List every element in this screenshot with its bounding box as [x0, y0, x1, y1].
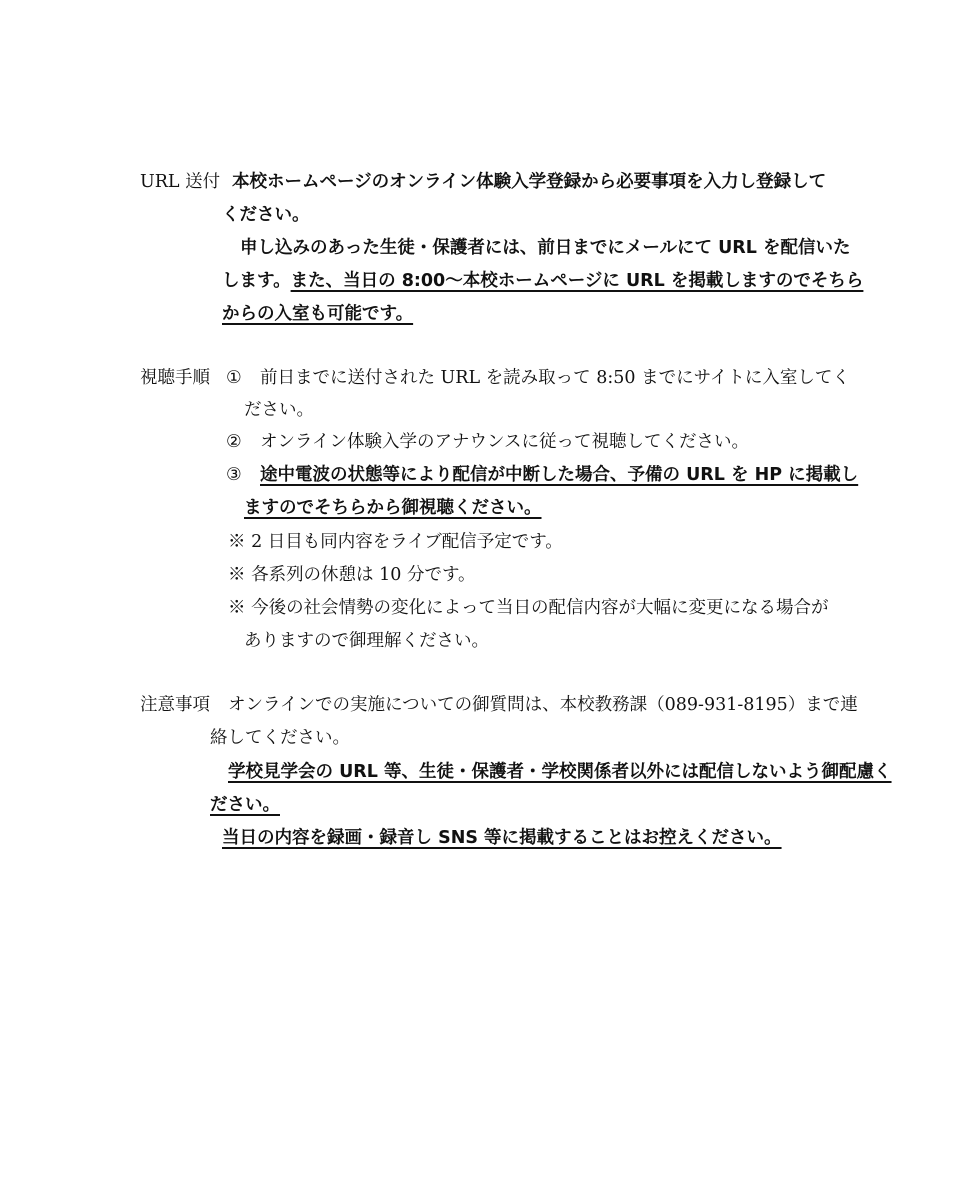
url-line-4-plain: します。: [222, 271, 291, 291]
step-1-line-1: 前日までに送付された URL を読み取って 8:50 までにサイトに入室してく: [260, 368, 850, 388]
notice-line-5: 当日の内容を録画・録音し SNS 等に掲載することはお控えください。: [222, 828, 782, 848]
note-3-line-1: ※ 今後の社会情勢の変化によって当日の配信内容が大幅に変更になる場合が: [228, 598, 829, 618]
step-2-line-1: オンライン体験入学のアナウンスに従って視聴してください。: [260, 432, 749, 452]
note-2: ※ 各系列の休憩は 10 分です。: [228, 565, 476, 585]
notice-section-label: 注意事項: [140, 695, 210, 715]
note-1: ※ 2 日目も同内容をライブ配信予定です。: [228, 532, 563, 552]
notice-line-2: 絡してください。: [210, 728, 350, 748]
step-2-number: ②: [226, 432, 242, 452]
step-3-line-1: 途中電波の状態等により配信が中断した場合、予備の URL を HP に掲載し: [260, 465, 859, 485]
step-3-line-2: ますのでそちらから御視聴ください。: [244, 498, 542, 518]
step-1-line-2: ださい。: [244, 400, 314, 420]
url-line-3: 申し込みのあった生徒・保護者には、前日までにメールにて URL を配信いた: [240, 238, 851, 258]
notice-line-1: オンラインでの実施についての御質問は、本校教務課（089-931-8195）まで連: [228, 695, 858, 715]
url-section-label: URL 送付: [140, 172, 221, 192]
notice-line-4: ださい。: [210, 795, 280, 815]
viewing-section-label: 視聴手順: [140, 368, 210, 388]
url-line-4-underlined: また、当日の 8:00～本校ホームページに URL を掲載しますのでそちら: [290, 271, 864, 291]
note-3-line-2: ありますので御理解ください。: [244, 631, 489, 651]
notice-line-3: 学校見学会の URL 等、生徒・保護者・学校関係者以外には配信しないよう御配慮く: [228, 762, 892, 782]
url-line-1: 本校ホームページのオンライン体験入学登録から必要事項を入力し登録して: [232, 172, 827, 192]
url-line-5: からの入室も可能です。: [222, 304, 414, 324]
url-line-2: ください。: [222, 205, 310, 225]
step-3-number: ③: [226, 465, 242, 485]
step-1-number: ①: [226, 368, 242, 388]
url-line-4: [222, 269, 863, 293]
